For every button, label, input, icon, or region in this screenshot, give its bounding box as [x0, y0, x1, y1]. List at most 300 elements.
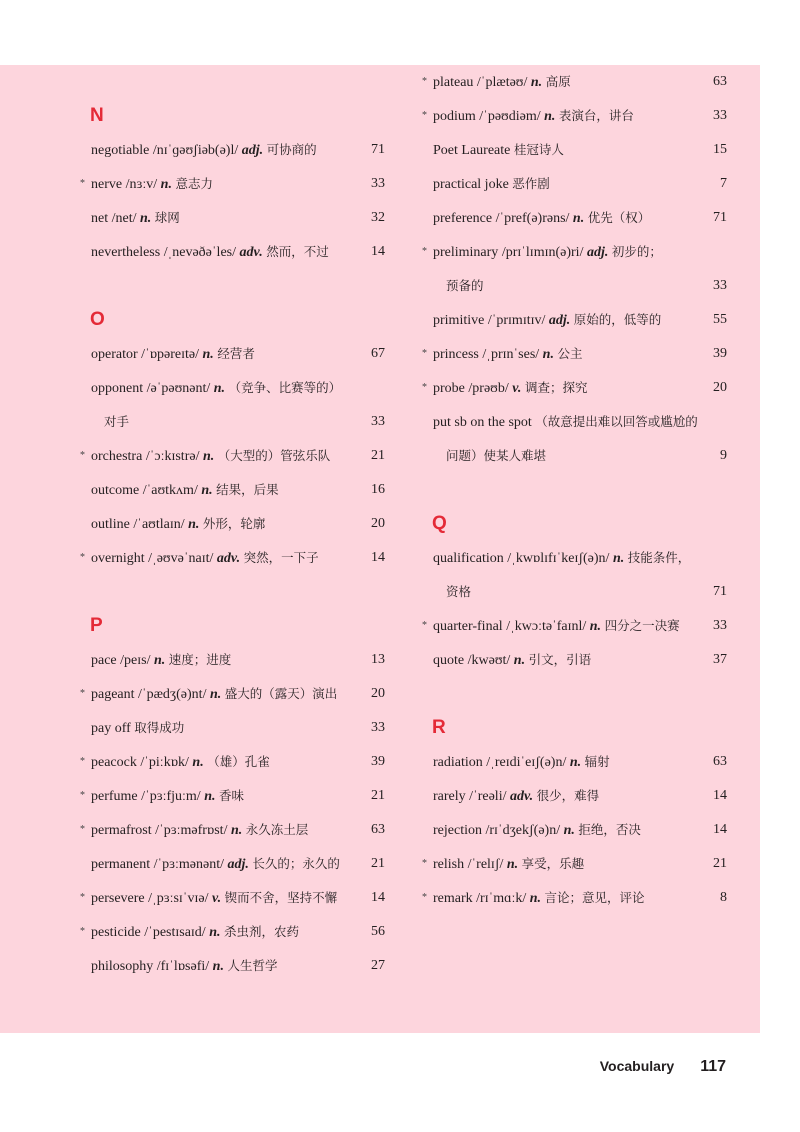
entry-text: [433, 609, 680, 644]
spacer: [80, 65, 385, 99]
pronunciation: /prɪˈlɪmɪn(ə)ri/: [501, 245, 584, 260]
star-marker: *: [80, 178, 85, 189]
headword: plateau: [433, 75, 474, 90]
definition: 公主: [557, 346, 583, 361]
page-ref: 33: [713, 108, 727, 123]
entry-text: [433, 405, 698, 440]
page-ref: 21: [713, 856, 727, 871]
entry-text: [91, 167, 213, 202]
definition: 预备的: [446, 278, 484, 293]
headword: qualification: [433, 551, 504, 566]
entry-text: [91, 133, 317, 168]
vocab-entry: [80, 745, 385, 779]
page-ref: 14: [371, 890, 385, 905]
part-of-speech: n.: [589, 619, 602, 634]
star-marker: *: [422, 246, 427, 257]
vocab-entry: [80, 677, 385, 711]
pronunciation: /ˌkwɒlɪfɪˈkeɪʃ(ə)n/: [507, 551, 610, 566]
star-marker: *: [80, 450, 85, 461]
headword: perfume: [91, 789, 138, 804]
headword: put sb on the spot: [433, 415, 532, 430]
headword: pesticide: [91, 925, 141, 940]
page-ref: 56: [371, 924, 385, 939]
entry-text: [433, 813, 641, 848]
vocab-entry: [422, 881, 727, 915]
headword: pageant: [91, 687, 135, 702]
headword: permafrost: [91, 823, 152, 838]
part-of-speech: n.: [612, 551, 625, 566]
entry-text: [433, 303, 661, 338]
headword: primitive: [433, 313, 485, 328]
vocab-entry: [422, 303, 727, 337]
vocab-entry: [422, 371, 727, 405]
page-ref: 8: [720, 890, 727, 905]
definition: 取得成功: [134, 720, 185, 735]
page-ref: 27: [371, 958, 385, 973]
definition: 杀虫剂，农药: [224, 924, 300, 939]
entry-text: [433, 371, 587, 406]
pronunciation: /ˌprɪnˈses/: [482, 347, 540, 362]
star-marker: *: [422, 348, 427, 359]
headword: net: [91, 211, 109, 226]
headword: rarely: [433, 789, 466, 804]
entry-text: [91, 711, 184, 746]
part-of-speech: n.: [209, 925, 221, 940]
vocab-entry: [422, 65, 727, 99]
page-ref: 14: [713, 822, 727, 837]
pronunciation: /ˈpɜːməfrɒst/: [155, 823, 228, 838]
part-of-speech: n.: [563, 823, 575, 838]
section-label: Vocabulary: [599, 1058, 675, 1074]
definition: 外形，轮廓: [202, 516, 266, 531]
page-ref: 14: [371, 550, 385, 565]
entry-text: [433, 745, 610, 780]
part-of-speech: n.: [542, 347, 554, 362]
page-ref: 21: [371, 856, 385, 871]
vocab-entry: [422, 167, 727, 201]
vocab-entry: [80, 371, 385, 405]
star-marker: *: [422, 110, 427, 121]
pronunciation: /ˈprɪmɪtɪv/: [487, 313, 546, 328]
entry-text: [433, 201, 650, 236]
pronunciation: /ˌreɪdiˈeɪʃ(ə)n/: [486, 755, 567, 770]
page-ref: 20: [713, 380, 727, 395]
part-of-speech: adj.: [227, 857, 249, 872]
definition: 表演台，讲台: [558, 108, 634, 123]
headword: probe: [433, 381, 465, 396]
definition: 球网: [154, 210, 180, 225]
definition: 香味: [219, 788, 245, 803]
part-of-speech: n.: [202, 449, 215, 464]
part-of-speech: n.: [572, 211, 585, 226]
headword: preference: [433, 211, 493, 226]
pronunciation: /rɪˈmɑːk/: [476, 891, 527, 906]
headword: princess: [433, 347, 479, 362]
page-ref: 55: [713, 312, 727, 327]
pronunciation: /ˈplætəʊ/: [476, 75, 528, 90]
star-marker: *: [422, 382, 427, 393]
definition: 可协商的: [266, 142, 317, 157]
entry-text: [433, 643, 591, 678]
pronunciation: /kwəʊt/: [467, 653, 511, 668]
page-ref: 33: [713, 278, 727, 293]
vocab-entry: [422, 643, 727, 677]
page-ref: 71: [713, 210, 727, 225]
vocab-entry: [422, 235, 727, 269]
spacer: [80, 575, 385, 609]
vocab-entry: [422, 847, 727, 881]
headword: persevere: [91, 891, 145, 906]
part-of-speech: n.: [188, 517, 200, 532]
star-marker: *: [80, 688, 85, 699]
entry-text: [433, 133, 564, 168]
page-ref: 20: [371, 516, 385, 531]
page-ref: 37: [713, 652, 727, 667]
headword: nevertheless: [91, 245, 161, 260]
headword: orchestra: [91, 449, 143, 464]
headword: operator: [91, 347, 138, 362]
star-marker: *: [422, 620, 427, 631]
headword: practical joke: [433, 177, 509, 192]
page-ref: 39: [713, 346, 727, 361]
part-of-speech: n.: [192, 755, 204, 770]
vocab-entry: [422, 337, 727, 371]
page-ref: 9: [720, 448, 727, 463]
definition: 然而，不过: [266, 244, 329, 259]
vocab-entry: [422, 133, 727, 167]
headword: outcome: [91, 483, 140, 498]
entry-text: [91, 813, 308, 848]
definition: （大型的）管弦乐队: [217, 448, 331, 463]
definition: 言论；意见，评论: [544, 890, 645, 905]
vocab-entry: [80, 643, 385, 677]
entry-text: [433, 99, 634, 134]
definition: 初步的；: [611, 244, 662, 259]
entry-text: [91, 779, 244, 814]
definition: 高原: [545, 74, 571, 89]
definition: 引文，引语: [528, 652, 592, 667]
part-of-speech: n.: [529, 891, 542, 906]
headword: opponent: [91, 381, 144, 396]
vocab-entry: [80, 473, 385, 507]
definition: 经营者: [217, 346, 255, 361]
page-ref: 33: [371, 414, 385, 429]
headword: negotiable: [91, 143, 150, 158]
definition: 长久的；永久的: [252, 856, 340, 871]
headword: relish: [433, 857, 465, 872]
part-of-speech: adv.: [239, 245, 263, 260]
star-marker: *: [80, 824, 85, 835]
entry-text: [91, 881, 337, 916]
definition: 享受，乐趣: [521, 856, 585, 871]
headword: overnight: [91, 551, 145, 566]
page-ref: 7: [720, 176, 727, 191]
pronunciation: /əˈpəʊnənt/: [146, 381, 211, 396]
star-marker: *: [80, 926, 85, 937]
entry-text: [91, 507, 265, 542]
page-ref: 20: [371, 686, 385, 701]
entry-text: [446, 269, 484, 304]
part-of-speech: n.: [202, 347, 214, 362]
pronunciation: /ˌkwɔːtəˈfaɪnl/: [506, 619, 587, 634]
letter-heading: P: [90, 615, 103, 636]
entry-text: [91, 745, 270, 780]
spacer: [80, 269, 385, 303]
entry-text: [433, 541, 690, 576]
vocab-entry: [80, 779, 385, 813]
part-of-speech: v.: [211, 891, 222, 906]
pronunciation: /ˈreəli/: [469, 789, 507, 804]
definition: 锲而不舍，坚持不懈: [224, 890, 338, 905]
star-marker: *: [80, 790, 85, 801]
page-ref: 32: [371, 210, 385, 225]
pronunciation: /ˈpɜːmənənt/: [153, 857, 225, 872]
right-column: [422, 65, 727, 915]
definition: （竞争、比赛等的）: [228, 380, 342, 395]
part-of-speech: n.: [201, 483, 213, 498]
vocab-entry: [422, 541, 727, 575]
entry-text: [91, 235, 329, 270]
entry-text: [91, 541, 319, 576]
entry-text: [91, 643, 231, 678]
footer: [600, 1051, 726, 1081]
entry-text: [91, 473, 279, 508]
part-of-speech: adj.: [241, 143, 264, 158]
vocab-entry: [80, 949, 385, 983]
page-ref: 63: [713, 74, 727, 89]
entry-text: [433, 337, 582, 372]
vocab-entry: [80, 439, 385, 473]
part-of-speech: n.: [506, 857, 519, 872]
definition: 盛大的（露天）演出: [224, 686, 338, 701]
headword: outline: [91, 517, 130, 532]
definition: （雄）孔雀: [207, 754, 270, 769]
definition: 恶作剧: [512, 176, 550, 191]
headword: quote: [433, 653, 465, 668]
definition: 意志力: [175, 176, 213, 191]
pronunciation: /ˌpɜːsɪˈvɪə/: [148, 891, 209, 906]
page-number: 117: [700, 1058, 726, 1075]
pronunciation: /ˈpəʊdiəm/: [479, 109, 541, 124]
entry-text: [91, 677, 337, 712]
definition: 突然，一下子: [243, 550, 319, 565]
vocab-entry-continuation: [422, 269, 727, 303]
definition: 永久冻土层: [245, 822, 309, 837]
vocab-entry-continuation: [422, 575, 727, 609]
page-ref: 33: [371, 176, 385, 191]
vocab-entry: [80, 915, 385, 949]
entry-text: [104, 405, 129, 440]
definition: 拒绝，否决: [578, 822, 641, 837]
page-ref: 63: [371, 822, 385, 837]
pronunciation: /ˌnevəðəˈles/: [163, 245, 236, 260]
part-of-speech: n.: [569, 755, 582, 770]
page-ref: 15: [713, 142, 727, 157]
headword: quarter-final: [433, 619, 503, 634]
pronunciation: /nɪˈɡəʊʃiəb(ə)l/: [152, 143, 239, 158]
part-of-speech: n.: [212, 959, 224, 974]
definition: （故意提出难以回答或尴尬的: [535, 414, 698, 429]
pronunciation: /ˈpædʒ(ə)nt/: [138, 687, 207, 702]
star-marker: *: [422, 858, 427, 869]
definition: 速度；进度: [168, 652, 232, 667]
pronunciation: /nɜːv/: [125, 177, 158, 192]
headword: podium: [433, 109, 476, 124]
page-ref: 63: [713, 754, 727, 769]
part-of-speech: adj.: [586, 245, 609, 260]
pronunciation: /ˈpestɪsaɪd/: [144, 925, 206, 940]
letter-heading: Q: [432, 513, 447, 534]
part-of-speech: n.: [160, 177, 172, 192]
part-of-speech: n.: [209, 687, 222, 702]
entry-text: [91, 371, 341, 406]
definition: 调查；探究: [524, 380, 588, 395]
headword: remark: [433, 891, 473, 906]
definition: 优先（权）: [587, 210, 651, 225]
vocab-entry: [422, 813, 727, 847]
spacer: [422, 473, 727, 507]
vocab-entry: [422, 99, 727, 133]
page-ref: 67: [371, 346, 385, 361]
definition: 辐射: [584, 754, 610, 769]
entry-text: [433, 881, 645, 916]
star-marker: *: [80, 756, 85, 767]
pronunciation: /ˈaʊtkʌm/: [142, 483, 198, 498]
page-ref: 33: [713, 618, 727, 633]
vocab-entry: [80, 813, 385, 847]
entry-text: [91, 201, 180, 236]
pronunciation: /ˌəʊvəˈnaɪt/: [148, 551, 214, 566]
entry-text: [446, 439, 546, 474]
vocab-entry: [80, 507, 385, 541]
headword: pay off: [91, 721, 131, 736]
pronunciation: /ˈaʊtlaɪn/: [133, 517, 185, 532]
page-ref: 14: [713, 788, 727, 803]
headword: radiation: [433, 755, 483, 770]
part-of-speech: adj.: [548, 313, 571, 328]
pronunciation: /rɪˈdʒekʃ(ə)n/: [485, 823, 561, 838]
part-of-speech: n.: [544, 109, 556, 124]
entry-text: [433, 779, 599, 814]
definition: 资格: [446, 584, 472, 599]
left-column: [80, 65, 385, 983]
page-ref: 71: [713, 584, 727, 599]
vocab-entry: [80, 711, 385, 745]
pronunciation: /ˈpiːkɒk/: [140, 755, 189, 770]
vocab-entry: [80, 881, 385, 915]
part-of-speech: n.: [140, 211, 152, 226]
part-of-speech: adv.: [216, 551, 241, 566]
pronunciation: /ˈɒpəreɪtə/: [141, 347, 200, 362]
entry-text: [433, 65, 571, 100]
definition: 桂冠诗人: [513, 142, 564, 157]
star-marker: *: [422, 76, 427, 87]
page-ref: 13: [371, 652, 385, 667]
pronunciation: /net/: [111, 211, 137, 226]
headword: pace: [91, 653, 117, 668]
headword: Poet Laureate: [433, 143, 511, 158]
vocab-entry: [80, 133, 385, 167]
pronunciation: /prəʊb/: [468, 381, 509, 396]
vocab-entry: [80, 201, 385, 235]
page-ref: 14: [371, 244, 385, 259]
headword: rejection: [433, 823, 482, 838]
star-marker: *: [80, 552, 85, 563]
vocab-entry: [80, 541, 385, 575]
page-ref: 21: [371, 788, 385, 803]
star-marker: *: [80, 892, 85, 903]
star-marker: *: [422, 892, 427, 903]
part-of-speech: n.: [204, 789, 216, 804]
definition: 技能条件，: [627, 550, 691, 565]
vocab-entry: [422, 745, 727, 779]
definition: 结果，后果: [216, 482, 279, 497]
entry-text: [91, 949, 277, 984]
definition: 四分之一决赛: [604, 618, 680, 633]
headword: philosophy: [91, 959, 154, 974]
pronunciation: /ˈɔːkɪstrə/: [145, 449, 200, 464]
pronunciation: /ˈrelɪʃ/: [467, 857, 504, 872]
part-of-speech: n.: [213, 381, 226, 396]
definition: 人生哲学: [227, 958, 278, 973]
letter-heading: N: [90, 105, 104, 126]
vocab-entry: [422, 609, 727, 643]
pronunciation: /ˈpref(ə)rəns/: [495, 211, 570, 226]
page-ref: 71: [371, 142, 385, 157]
definition: 原始的，低等的: [573, 312, 662, 327]
entry-text: [91, 439, 330, 474]
entry-text: [446, 575, 471, 610]
vocab-entry: [422, 201, 727, 235]
entry-text: [433, 235, 662, 270]
definition: 对手: [104, 414, 130, 429]
vocab-entry: [80, 847, 385, 881]
pronunciation: /peɪs/: [120, 653, 151, 668]
vocab-entry: [80, 337, 385, 371]
part-of-speech: n.: [513, 653, 526, 668]
page-ref: 33: [371, 720, 385, 735]
part-of-speech: n.: [530, 75, 543, 90]
entry-text: [91, 337, 255, 372]
part-of-speech: n.: [154, 653, 166, 668]
pronunciation: /ˈpɜːfjuːm/: [141, 789, 201, 804]
pronunciation: /fɪˈlɒsəfi/: [156, 959, 210, 974]
headword: permanent: [91, 857, 151, 872]
page-ref: 16: [371, 482, 385, 497]
vocab-entry: [422, 405, 727, 439]
letter-heading: O: [90, 309, 105, 330]
entry-text: [91, 915, 299, 950]
vocab-entry-continuation: [422, 439, 727, 473]
vocab-entry: [80, 167, 385, 201]
page-ref: 39: [371, 754, 385, 769]
headword: peacock: [91, 755, 137, 770]
definition: 很少，难得: [536, 788, 600, 803]
definition: 问题）使某人难堪: [446, 448, 547, 463]
vocab-entry: [422, 779, 727, 813]
entry-text: [433, 847, 584, 882]
letter-heading: R: [432, 717, 446, 738]
entry-text: [433, 167, 550, 202]
vocab-entry: [80, 235, 385, 269]
headword: preliminary: [433, 245, 499, 260]
part-of-speech: adv.: [509, 789, 534, 804]
headword: nerve: [91, 177, 123, 192]
entry-text: [91, 847, 340, 882]
vocab-entry-continuation: [80, 405, 385, 439]
part-of-speech: n.: [230, 823, 243, 838]
page-ref: 21: [371, 448, 385, 463]
